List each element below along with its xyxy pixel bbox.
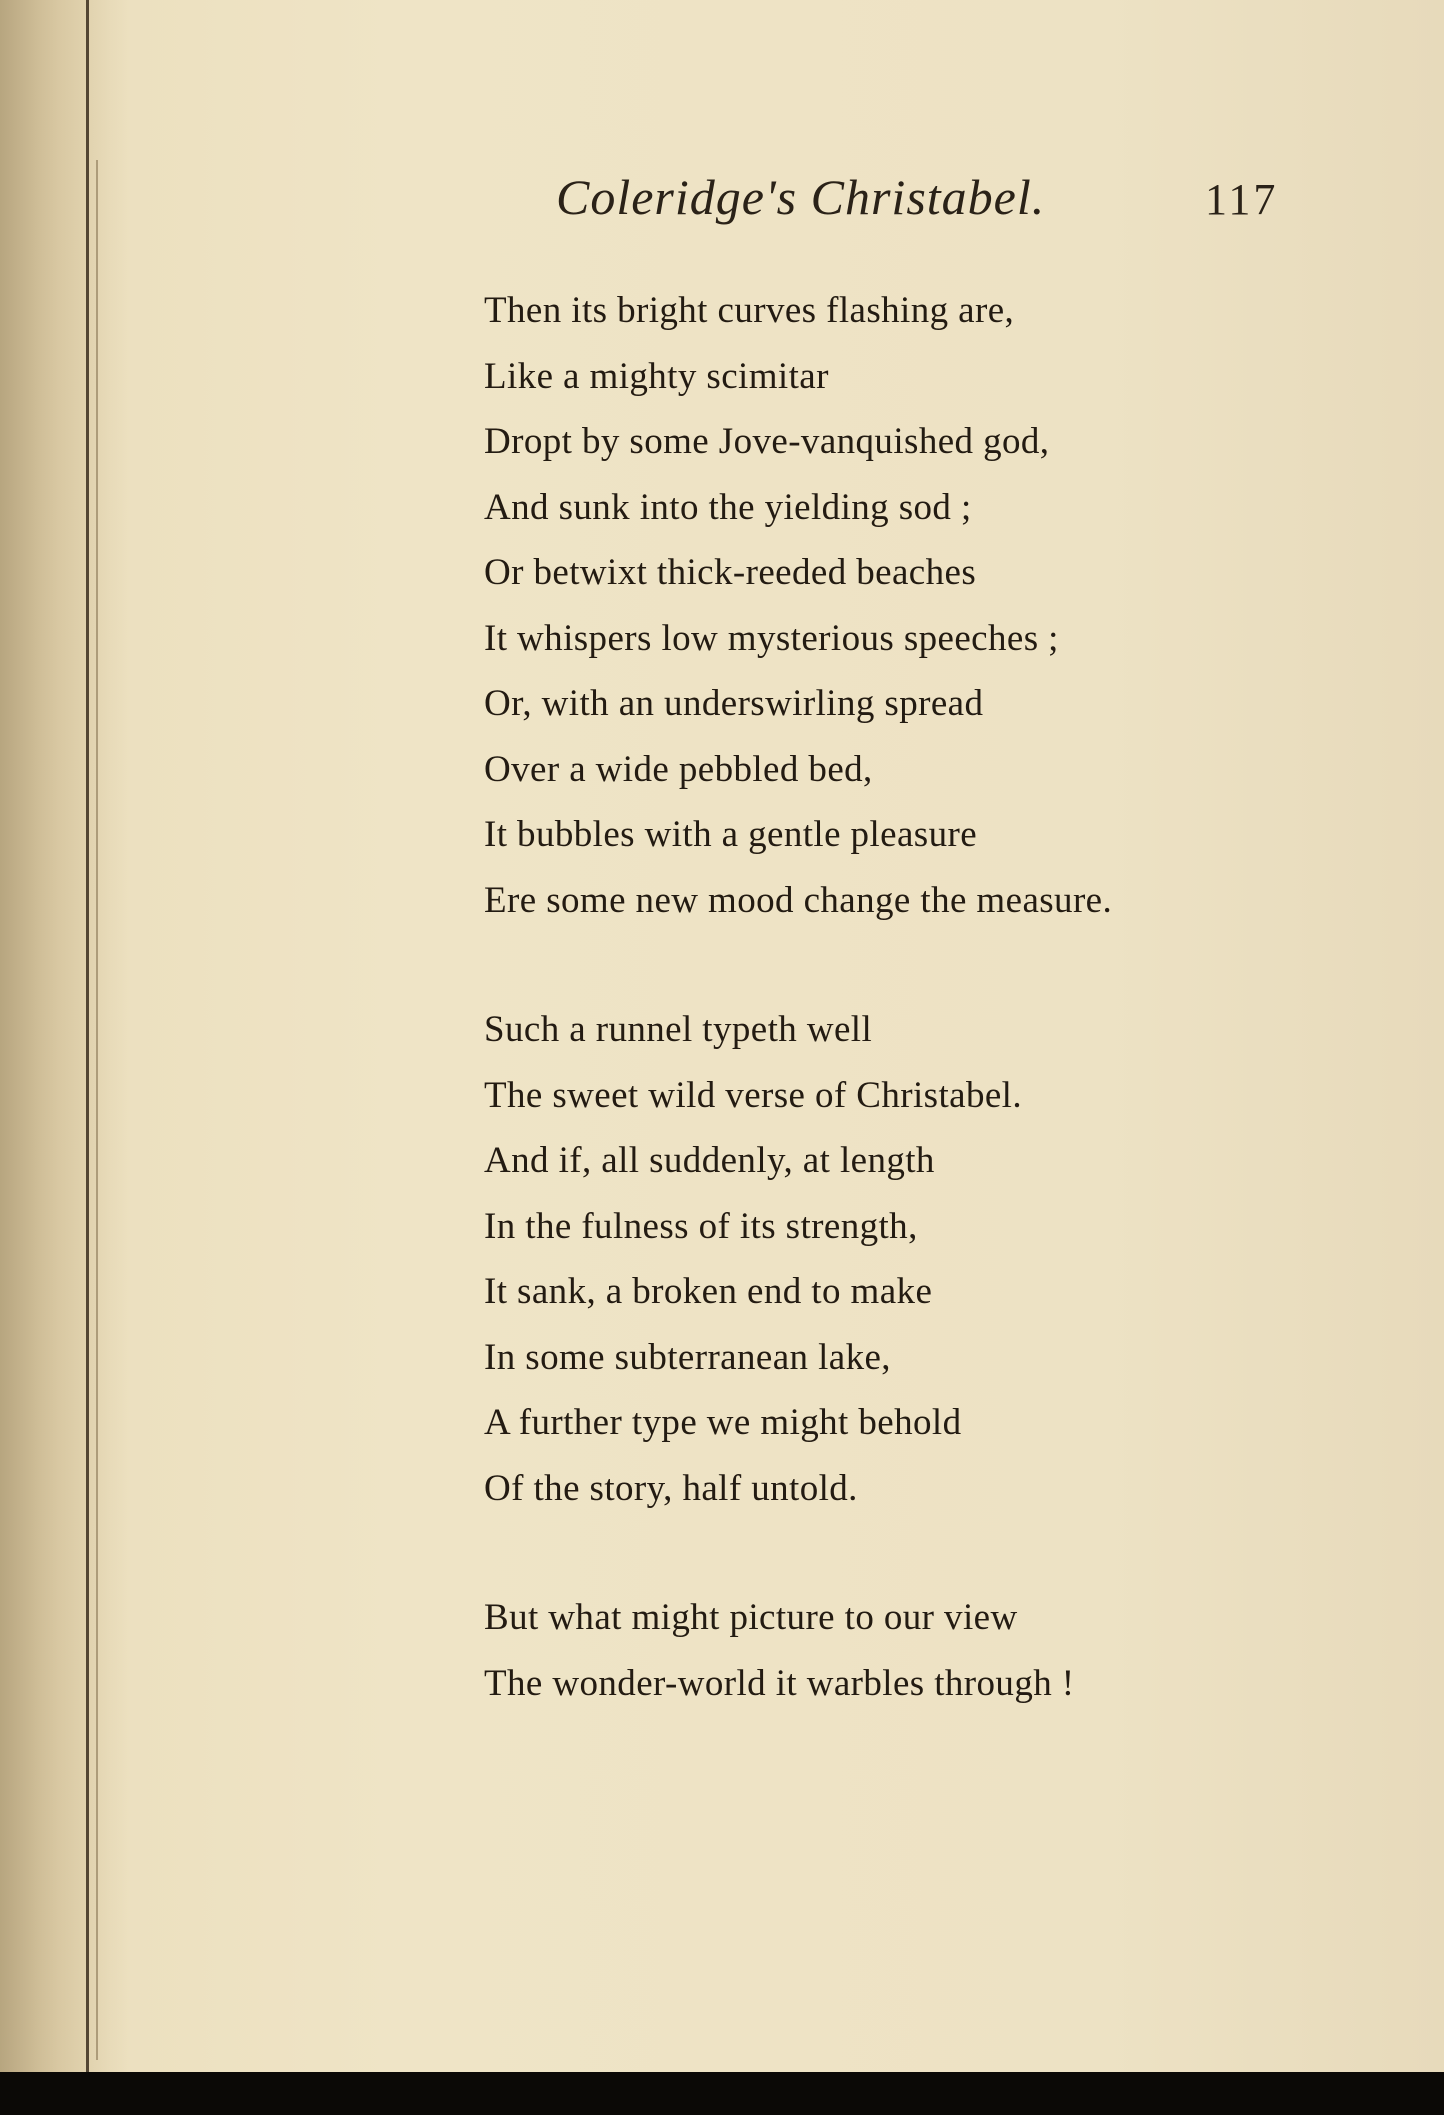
verse-line: The wonder-world it warbles through ! [484, 1662, 1075, 1704]
gutter-shadow [0, 0, 130, 2080]
poem-text [484, 278, 1244, 1780]
verse-line: Like a mighty scimitar [484, 355, 829, 397]
page-header [0, 168, 1444, 238]
binding-edge-shadow [96, 160, 98, 2060]
verse-line: Over a wide pebbled bed, [484, 748, 873, 790]
verse-line: It sank, a broken end to make [484, 1271, 933, 1312]
stanza [484, 1585, 1244, 1716]
verse-line: Then its bright curves flashing are, [484, 290, 1015, 331]
verse-line: In some subterranean lake, [484, 1336, 891, 1378]
verse-line: Of the story, half untold. [484, 1467, 858, 1509]
binding-edge [86, 0, 89, 2080]
verse-line: Dropt by some Jove-vanquished god, [484, 421, 1050, 462]
verse-line: The sweet wild verse of Christabel. [484, 1074, 1023, 1116]
verse-line: And sunk into the yielding sod ; [484, 486, 972, 528]
verse-line: It bubbles with a gentle pleasure [484, 814, 978, 855]
verse-line: Or, with an underswirling spread [484, 683, 984, 724]
verse-line: But what might picture to our view [484, 1597, 1018, 1638]
verse-line: Ere some new mood change the measure. [484, 879, 1113, 921]
verse-line: It whispers low mysterious speeches ; [484, 617, 1059, 659]
verse-line: Or betwixt thick-reeded beaches [484, 552, 977, 593]
verse-line: A further type we might behold [484, 1402, 962, 1443]
page-number: 117 [1205, 175, 1279, 224]
verse-line: In the fulness of its strength, [484, 1205, 918, 1247]
verse-line: Such a runnel typeth well [484, 1009, 873, 1050]
stanza [484, 997, 1244, 1521]
stanza [484, 278, 1244, 933]
running-head: Coleridge's Christabel. [556, 169, 1046, 225]
verse-line: And if, all suddenly, at length [484, 1140, 935, 1181]
scan-border [0, 2072, 1444, 2115]
